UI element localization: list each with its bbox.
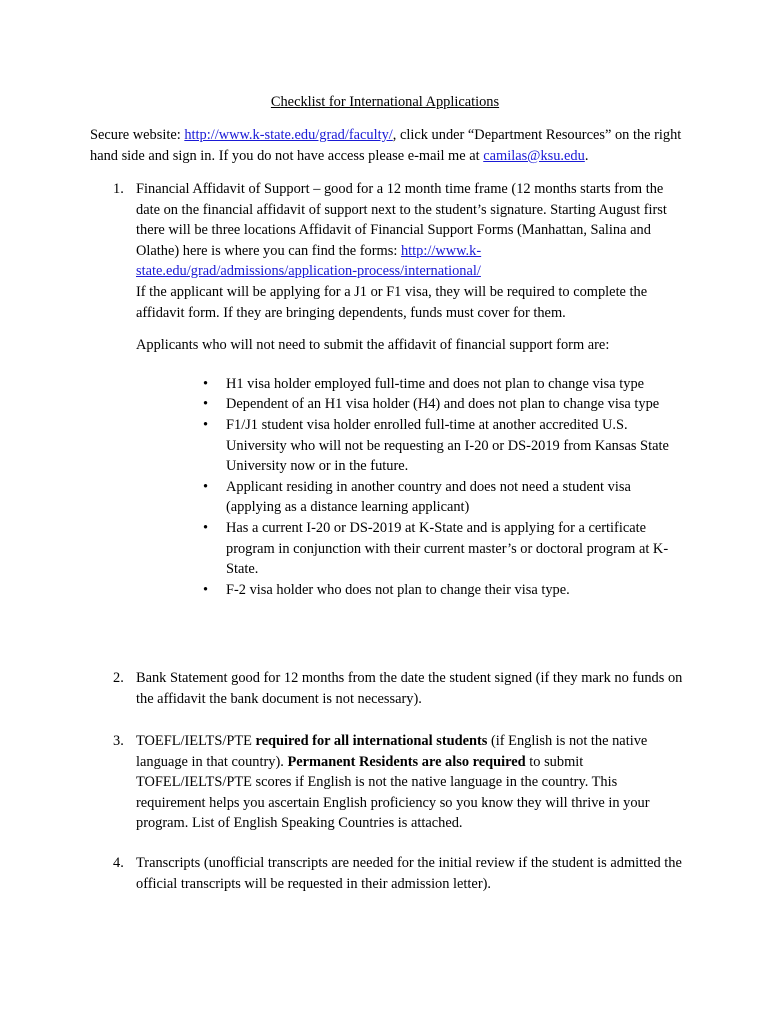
exemption-list xyxy=(136,374,683,601)
checklist-item-financial-affidavit xyxy=(113,179,683,600)
item-text-part-c: to submit TOFEL/IELTS/PTE scores if English is not the native language in the country. This requirement helps you ascertain English proficiency so you know they will thrive in your program. List of English Speaking Countries is attached. xyxy=(136,753,650,832)
intro-paragraph xyxy=(90,125,690,166)
list-item xyxy=(203,374,683,395)
exemption-lead: Applicants who will not need to submit the affidavit of financial support form are: xyxy=(136,337,610,354)
item-body xyxy=(136,731,683,834)
list-item xyxy=(203,415,683,477)
list-item-text: Applicant residing in another country and does not need a student visa (applying as a distance learning applicant) xyxy=(226,478,631,516)
faculty-link[interactable]: http://www.k-state.edu/grad/faculty/ xyxy=(184,127,393,143)
item-text: Bank Statement good for 12 months from the date the student signed (if they mark no funds on the affidavit the bank document is not necessary). xyxy=(136,670,683,707)
intro-suffix: . xyxy=(584,147,589,164)
item-number: 2. xyxy=(113,670,124,686)
item-text: Transcripts (unofficial transcripts are needed for the initial review if the student is admitted the official transcripts will be requested in their admission letter). xyxy=(136,855,682,892)
item-body xyxy=(136,179,683,600)
item-text xyxy=(136,179,683,282)
list-item-text: F1/J1 student visa holder enrolled full-time at another accredited U.S. University who will not be requesting an I-20 or DS-2019 from Kansas State University now or in the future. xyxy=(226,416,669,475)
item-number: 4. xyxy=(113,855,124,871)
list-item-text: Dependent of an H1 visa holder (H4) and does not plan to change visa type xyxy=(226,396,660,413)
checklist-item-english-tests xyxy=(113,731,683,834)
checklist-item-transcripts xyxy=(113,853,683,894)
bullet-icon: • xyxy=(203,478,209,495)
document-title: Checklist for International Applications xyxy=(270,94,500,110)
item-number: 1. xyxy=(113,181,124,197)
list-item-text: Has a current I-20 or DS-2019 at K-State and is applying for a certificate program in conjunction with their current master’s or doctoral program at K-State. xyxy=(226,519,669,578)
item-text-main: Financial Affidavit of Support – good for a 12 month time frame (12 months starts from the date on the financial affidavit of support next to the student’s signature. Starting August first there will be three locations Affidavit of Financial Support Forms (Manhattan, Salina and Olathe) here is where you can find the forms: xyxy=(136,181,667,259)
bullet-icon: • xyxy=(203,581,209,598)
email-link[interactable]: camilas@ksu.edu xyxy=(483,147,585,164)
bullet-icon: • xyxy=(203,396,209,413)
item-text xyxy=(136,731,683,834)
bullet-icon: • xyxy=(203,519,209,536)
item-text-part-b: (if English is not the native language in that country). xyxy=(136,733,648,770)
intro-prefix: Secure website: xyxy=(90,127,185,143)
intro-middle: , click under “Department Resources” on the right hand side and sign in. If you do not have access please e-mail me at xyxy=(90,127,682,164)
item-body xyxy=(136,853,683,894)
item-number: 3. xyxy=(113,733,124,749)
list-item xyxy=(203,394,683,415)
international-forms-link[interactable]: http://www.k-state.edu/grad/admissions/application-process/international/ xyxy=(136,242,482,280)
list-item xyxy=(203,518,683,580)
item-text-part-a: TOEFL/IELTS/PTE xyxy=(136,733,256,749)
bullet-icon: • xyxy=(203,375,209,392)
item-body xyxy=(136,668,683,709)
item-text-bold-b: Permanent Residents are also required xyxy=(287,753,526,770)
list-item-text: H1 visa holder employed full-time and does not plan to change visa type xyxy=(226,375,645,392)
list-item xyxy=(203,580,683,601)
bullet-icon: • xyxy=(203,416,209,433)
item-text-visa-note: If the applicant will be applying for a J1 or F1 visa, they will be required to complete the affidavit form. If they are bringing dependents, funds must cover for them. xyxy=(136,283,648,321)
checklist-item-bank-statement xyxy=(113,668,683,709)
item-text-bold-a: required for all international students xyxy=(255,733,488,749)
list-item-text: F-2 visa holder who does not plan to change their visa type. xyxy=(226,581,570,598)
list-item xyxy=(203,477,683,518)
